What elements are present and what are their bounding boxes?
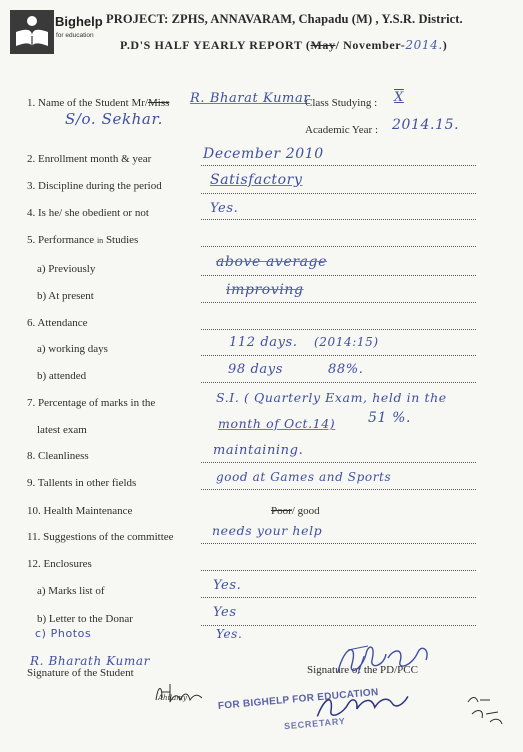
- q6b-value: 98 days: [228, 362, 283, 377]
- q1-label: [27, 97, 169, 109]
- q7-value-line2: month of Oct.14): [218, 416, 336, 431]
- class-label: Class Studying :: [305, 97, 378, 109]
- q2-value: December 2010: [203, 146, 324, 162]
- committee-initials-icon: [150, 680, 206, 706]
- q5b-dotted-line: [201, 302, 476, 303]
- secretary-stamp: [211, 673, 455, 752]
- q1-label-text: 1. Name of the Student Mr/: [27, 97, 148, 109]
- q12-dotted-line: [201, 570, 476, 571]
- q2-label: 2. Enrollment month & year: [27, 153, 152, 165]
- q4-value: Yes.: [210, 201, 239, 216]
- student-name-value: R. Bharat Kumar: [190, 91, 311, 106]
- q3-dotted-line: [201, 193, 476, 194]
- q7-label-line2: latest exam: [37, 424, 87, 436]
- q5-label: [27, 234, 138, 246]
- q12b-value: Yes: [213, 605, 237, 620]
- report-title-year: 2014.: [405, 38, 443, 52]
- q12a-value: Yes.: [213, 578, 242, 593]
- q12a-label: a) Marks list of: [37, 585, 105, 597]
- q9-dotted-line: [201, 489, 476, 490]
- q6a-dotted-line: [201, 355, 476, 356]
- q2-dotted-line: [201, 165, 476, 166]
- q12c-value: Yes.: [216, 627, 243, 641]
- q1-label-struck: Miss: [147, 97, 170, 109]
- q11-value: needs your help: [212, 523, 323, 538]
- q6a-label: a) working days: [37, 343, 108, 355]
- report-title-struck-month: May: [310, 38, 336, 52]
- q6b-label: b) attended: [37, 370, 87, 382]
- academic-year-value: 2014.15.: [392, 117, 460, 133]
- report-title: [120, 38, 447, 53]
- q8-value: maintaining.: [213, 443, 304, 458]
- q9-label: 9. Tallents in other fields: [27, 477, 137, 489]
- q10-label: 10. Health Maintenance: [27, 505, 133, 517]
- q8-label: 8. Cleanliness: [27, 450, 89, 462]
- class-value: X: [394, 90, 404, 105]
- q7-percentage: 51 %.: [368, 410, 412, 426]
- q5-label-in: in: [96, 236, 104, 245]
- stamp-line2: SECRETARY: [283, 715, 346, 732]
- q5a-value: above average: [216, 254, 328, 270]
- q4-dotted-line: [201, 219, 476, 220]
- q6-label: 6. Attendance: [27, 317, 88, 329]
- q12-label: 12. Enclosures: [27, 558, 92, 570]
- q4-label: 4. Is he/ she obedient or not: [27, 207, 149, 219]
- brand-name: Bighelp: [55, 14, 103, 29]
- committee-initials-note: Ahilamy: [158, 694, 187, 702]
- q7-value-line1: S.I. ( Quarterly Exam, held in the: [216, 390, 447, 405]
- report-title-suffix: ): [442, 38, 448, 52]
- student-signature-label: Signature of the Student: [27, 667, 134, 679]
- q3-value: Satisfactory: [210, 172, 303, 188]
- academic-year-label: Academic Year :: [305, 124, 379, 136]
- q3-label: 3. Discipline during the period: [27, 180, 162, 192]
- q5a-dotted-line: [201, 275, 476, 276]
- bighelp-logo-icon: [10, 10, 54, 54]
- report-title-month: / November-: [335, 38, 406, 52]
- q6-dotted-line: [201, 329, 476, 330]
- q5a-label: a) Previously: [37, 263, 96, 275]
- date-scribble-icon: [464, 692, 508, 732]
- q5b-value: improving: [226, 282, 304, 298]
- q10-options: [271, 505, 320, 517]
- report-title-prefix: P.D'S HALF YEARLY REPORT (: [120, 38, 311, 52]
- q12a-dotted-line: [201, 597, 476, 598]
- q7-label-line1: 7. Percentage of marks in the: [27, 397, 156, 409]
- q11-label: 11. Suggestions of the committee: [27, 531, 174, 543]
- q12b-label: b) Letter to the Donar: [37, 613, 133, 625]
- q6b-dotted-line: [201, 382, 476, 383]
- q6a-value: 112 days.: [229, 335, 298, 350]
- q6a-extra: (2014:15): [314, 335, 379, 349]
- q9-value: good at Games and Sports: [216, 470, 392, 484]
- project-title: PROJECT: ZPHS, ANNAVARAM, Chapadu (M) , Y.S.R. District.: [106, 12, 463, 26]
- q5-dotted-line: [201, 246, 476, 247]
- brand-tagline: for education: [56, 32, 94, 39]
- q8-dotted-line: [201, 462, 476, 463]
- q11-dotted-line: [201, 543, 476, 544]
- q5-label-tail: Studies: [105, 234, 139, 246]
- q12c-label: c) Photos: [35, 627, 92, 640]
- q10-option-good: / good: [291, 505, 320, 517]
- q5b-label: b) At present: [37, 290, 94, 302]
- q6b-extra: 88%.: [328, 362, 364, 377]
- student-signature-name: R. Bharath Kumar: [30, 654, 150, 668]
- q5-label-text: 5. Performance: [27, 234, 95, 246]
- so-value: S/o. Sekhar.: [65, 110, 163, 128]
- secretary-signature-icon: [311, 682, 414, 725]
- pdpcc-signature-label: Signature of the PD/PCC: [307, 664, 418, 676]
- stamp-line1: FOR BIGHELP FOR EDUCATION: [217, 686, 379, 712]
- q12b-dotted-line: [201, 625, 476, 626]
- q10-option-poor: Poor: [271, 505, 292, 517]
